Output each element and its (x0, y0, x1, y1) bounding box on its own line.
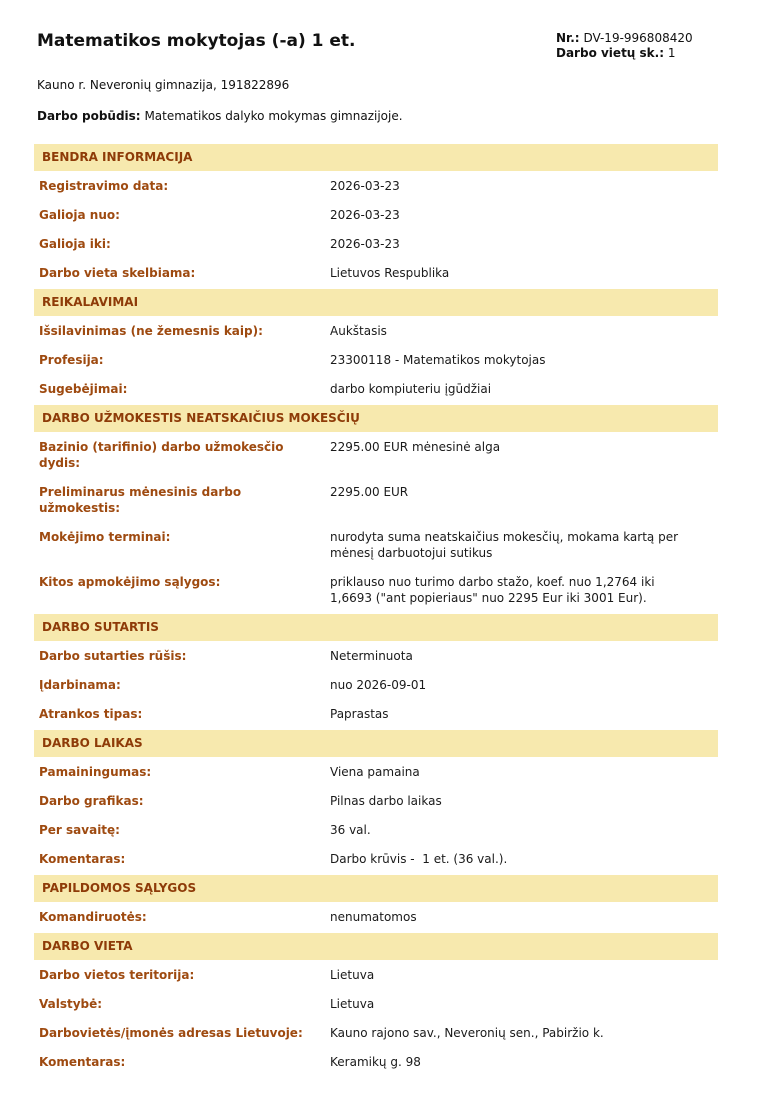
vacancy-count-value: 1 (667, 46, 676, 60)
field-value: Keramikų g. 98 (330, 1055, 421, 1069)
field-label: Mokėjimo terminai: (39, 530, 171, 544)
page-title: Matematikos mokytojas (-a) 1 et. (37, 31, 356, 51)
field-label: Komentaras: (39, 852, 126, 866)
field-value: nurodyta suma neatskaičius mokesčių, mokama kartą per mėnesį darbuotojui sutikus (330, 530, 682, 560)
section-header-bendra-informacija: BENDRA INFORMACIJA (34, 144, 718, 171)
field-value: darbo kompiuteriu įgūdžiai (330, 382, 492, 396)
field-value: 23300118 - Matematikos mokytojas (330, 353, 546, 367)
field-value: 2026-03-23 (330, 208, 400, 222)
field-row (34, 902, 718, 931)
field-row (34, 786, 718, 815)
field-row (34, 1018, 718, 1047)
field-row (34, 432, 718, 477)
field-value: Paprastas (330, 707, 389, 721)
field-row (34, 699, 718, 728)
field-label: Preliminarus mėnesinis darbo užmokestis: (39, 485, 242, 515)
field-value: 2295.00 EUR mėnesinė alga (330, 440, 501, 454)
field-label: Įdarbinama: (39, 678, 121, 692)
field-value: 2026-03-23 (330, 237, 400, 251)
field-label: Komandiruotės: (39, 910, 147, 924)
field-label: Galioja iki: (39, 237, 111, 251)
section-header-darbo-laikas: DARBO LAIKAS (34, 730, 718, 757)
header-meta (556, 31, 718, 61)
field-row (34, 567, 718, 612)
job-nature-label: Darbo pobūdis: (37, 109, 141, 123)
field-value: nuo 2026-09-01 (330, 678, 427, 692)
sections (34, 144, 718, 1076)
section-header-reikalavimai: REIKALAVIMAI (34, 289, 718, 316)
field-label: Darbo sutarties rūšis: (39, 649, 187, 663)
section-header-darbo-uzmokestis: DARBO UŽMOKESTIS NEATSKAIČIUS MOKESČIŲ (34, 405, 718, 432)
field-row (34, 960, 718, 989)
field-value: Lietuva (330, 997, 375, 1011)
field-row (34, 1047, 718, 1076)
field-value: priklauso nuo turimo darbo stažo, koef. nuo 1,2764 iki 1,6693 ("ant popieriaus" nuo 2295 Eur iki 3001 Eur). (330, 575, 659, 605)
vacancy-count-line (556, 46, 718, 61)
field-label: Sugebėjimai: (39, 382, 128, 396)
field-label: Kitos apmokėjimo sąlygos: (39, 575, 221, 589)
vacancy-count-label: Darbo vietų sk.: (556, 46, 664, 60)
field-label: Darbo grafikas: (39, 794, 144, 808)
field-value: Kauno rajono sav., Neveronių sen., Pabiržio k. (330, 1026, 604, 1040)
field-row (34, 477, 718, 522)
employer-line: Kauno r. Neveronių gimnazija, 191822896 (37, 78, 290, 92)
field-value: 36 val. (330, 823, 371, 837)
field-value: Viena pamaina (330, 765, 420, 779)
field-value: Darbo krūvis - 1 et. (36 val.). (330, 852, 508, 866)
field-row (34, 989, 718, 1018)
field-row (34, 316, 718, 345)
vacancy-number-line (556, 31, 718, 46)
field-label: Pamainingumas: (39, 765, 152, 779)
field-label: Išsilavinimas (ne žemesnis kaip): (39, 324, 263, 338)
field-label: Profesija: (39, 353, 104, 367)
job-nature-line (37, 109, 718, 123)
field-row (34, 670, 718, 699)
job-nature-value: Matematikos dalyko mokymas gimnazijoje. (144, 109, 403, 123)
section-header-papildomos-salygos: PAPILDOMOS SĄLYGOS (34, 875, 718, 902)
field-value: nenumatomos (330, 910, 417, 924)
field-value: Neterminuota (330, 649, 413, 663)
field-value: 2026-03-23 (330, 179, 400, 193)
field-value: Lietuva (330, 968, 375, 982)
field-value: Pilnas darbo laikas (330, 794, 442, 808)
field-label: Atrankos tipas: (39, 707, 143, 721)
field-row (34, 815, 718, 844)
field-row (34, 844, 718, 873)
field-row (34, 757, 718, 786)
field-value: Aukštasis (330, 324, 387, 338)
field-label: Komentaras: (39, 1055, 126, 1069)
field-row (34, 641, 718, 670)
field-row (34, 345, 718, 374)
field-row (34, 229, 718, 258)
section-header-darbo-vieta: DARBO VIETA (34, 933, 718, 960)
field-row (34, 522, 718, 567)
header (37, 31, 718, 61)
field-label: Darbo vieta skelbiama: (39, 266, 196, 280)
field-label: Galioja nuo: (39, 208, 120, 222)
field-row (34, 200, 718, 229)
field-label: Per savaitę: (39, 823, 120, 837)
section-header-darbo-sutartis: DARBO SUTARTIS (34, 614, 718, 641)
field-label: Registravimo data: (39, 179, 169, 193)
field-row (34, 171, 718, 200)
field-value: Lietuvos Respublika (330, 266, 450, 280)
field-label: Darbovietės/įmonės adresas Lietuvoje: (39, 1026, 303, 1040)
vacancy-number-value: DV-19-996808420 (583, 31, 693, 45)
field-row (34, 258, 718, 287)
field-label: Bazinio (tarifinio) darbo užmokesčio dydis: (39, 440, 284, 470)
field-label: Valstybė: (39, 997, 103, 1011)
field-label: Darbo vietos teritorija: (39, 968, 195, 982)
field-value: 2295.00 EUR (330, 485, 409, 499)
vacancy-number-label: Nr.: (556, 31, 580, 45)
field-row (34, 374, 718, 403)
